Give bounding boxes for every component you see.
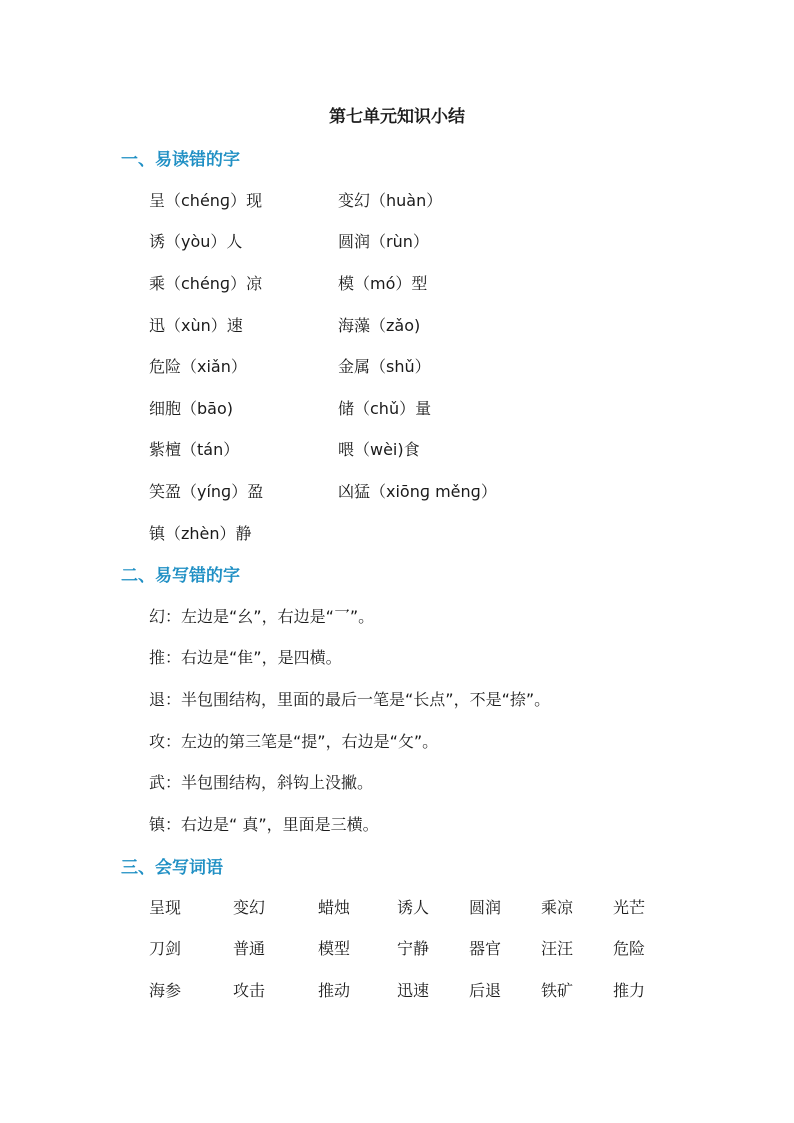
vocab-word: 海参 (149, 981, 182, 1000)
vocab-word: 光芒 (613, 898, 646, 917)
writing-tip: 推：右边是“隹”，是四横。 (149, 648, 342, 667)
pinyin-item-left: 诱（yòu）人 (149, 232, 243, 251)
section-heading-2: 二、易写错的字 (121, 566, 240, 586)
vocab-word: 蜡烛 (318, 898, 351, 917)
writing-tip: 攻：左边的第三笔是“提”，右边是“攵”。 (149, 732, 439, 751)
vocab-word: 宁静 (397, 939, 430, 958)
page-title: 第七单元知识小结 (329, 107, 465, 127)
vocab-word: 呈现 (149, 898, 182, 917)
pinyin-item-left: 乘（chénɡ）凉 (149, 274, 263, 293)
vocab-word: 诱人 (397, 898, 430, 917)
pinyin-item-left: 笑盈（yínɡ）盈 (149, 482, 264, 501)
pinyin-item-left: 呈（chénɡ）现 (149, 191, 263, 210)
pinyin-item-right: 海藻（zǎo) (338, 316, 421, 335)
section-heading-1: 一、易读错的字 (121, 150, 240, 170)
pinyin-item-right: 凶猛（xiōnɡ měnɡ） (338, 482, 497, 501)
pinyin-item-right: 模（mó）型 (338, 274, 428, 293)
vocab-word: 迅速 (397, 981, 430, 1000)
writing-tip: 幻：左边是“幺”，右边是“乛”。 (149, 607, 375, 626)
vocab-word: 铁矿 (541, 981, 574, 1000)
vocab-word: 圆润 (469, 898, 502, 917)
section-heading-3: 三、会写词语 (121, 858, 223, 878)
vocab-word: 攻击 (233, 981, 266, 1000)
vocab-word: 刀剑 (149, 939, 182, 958)
pinyin-item-right: 储（chǔ）量 (338, 399, 432, 418)
writing-tip: 武：半包围结构，斜钩上没撇。 (149, 773, 374, 792)
vocab-word: 汪汪 (541, 939, 574, 958)
vocab-word: 器官 (469, 939, 502, 958)
pinyin-item-right: 金属（shǔ） (338, 357, 431, 376)
vocab-word: 变幻 (233, 898, 266, 917)
vocab-word: 乘凉 (541, 898, 574, 917)
pinyin-item-left: 危险（xiǎn） (149, 357, 247, 376)
pinyin-item-left: 镇（zhèn）静 (149, 524, 252, 543)
pinyin-item-left: 紫檀（tán） (149, 440, 240, 459)
vocab-word: 危险 (613, 939, 646, 958)
vocab-word: 普通 (233, 939, 266, 958)
pinyin-item-right: 喂（wèi)食 (338, 440, 420, 459)
pinyin-item-right: 圆润（rùn） (338, 232, 429, 251)
vocab-word: 模型 (318, 939, 351, 958)
pinyin-item-left: 迅（xùn）速 (149, 316, 243, 335)
vocab-word: 后退 (469, 981, 502, 1000)
pinyin-item-right: 变幻（huàn） (338, 191, 443, 210)
vocab-word: 推力 (613, 981, 646, 1000)
writing-tip: 退：半包围结构，里面的最后一笔是“长点”，不是“捺”。 (149, 690, 551, 709)
vocab-word: 推动 (318, 981, 351, 1000)
pinyin-item-left: 细胞（bāo) (149, 399, 233, 418)
writing-tip: 镇：右边是“ 真”，里面是三横。 (149, 815, 379, 834)
